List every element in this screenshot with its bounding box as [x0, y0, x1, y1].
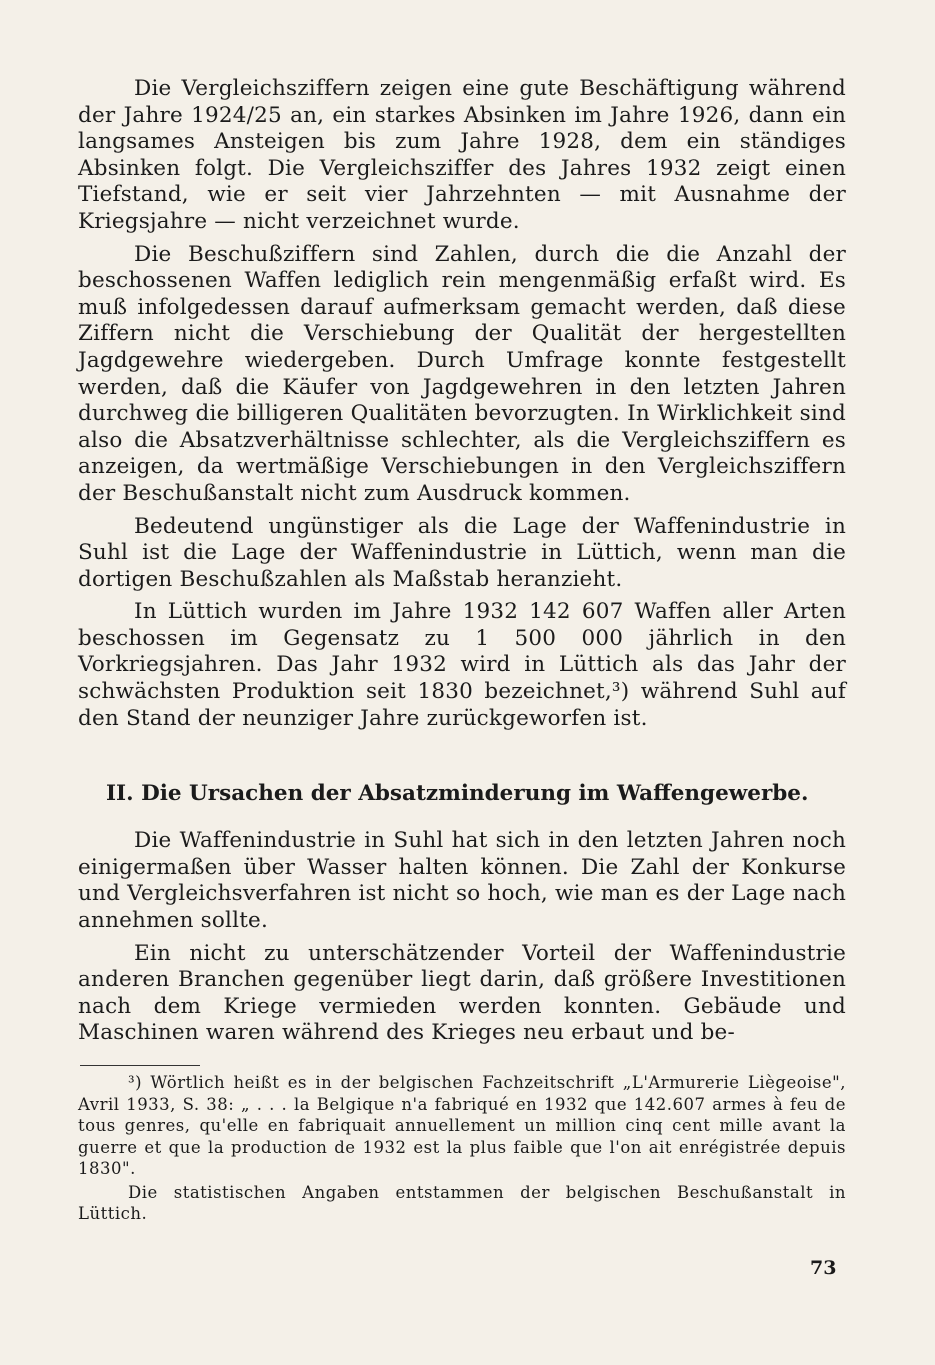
- paragraph-beschussziffern: Die Beschußziffern sind Zahlen, durch die die Anzahl der beschossenen Waffen lediglich rein mengenmäßig erfaßt wird. Es muß infolgedessen darauf aufmerksam gemacht werden, daß diese Ziffern nicht die Verschiebung der Qualität der hergestellten Jagdgewehre wiedergeben. Durch Umfrage konnte festgestellt werden, daß die Käufer von Jagdgewehren in den letzten Jahren durchweg die billigeren Qualitäten bevorzugten. In Wirklichkeit sind also die Absatzverhältnisse schlechter, als die Vergleichsziffern es anzeigen, da wertmäßige Verschiebungen in den Vergleichsziffern der Beschußanstalt nicht zum Ausdruck kommen.: [78, 241, 846, 506]
- paragraph-suhl: Die Waffenindustrie in Suhl hat sich in den letzten Jahren noch einigermaßen über Wasser halten können. Die Zahl der Konkurse und Vergleichsverfahren ist nicht so hoch, wie man es der Lage nach annehmen sollte.: [78, 828, 846, 934]
- footnote-divider: [80, 1065, 200, 1066]
- paragraph-luettich-lage: Bedeutend ungünstiger als die Lage der Waffenindustrie in Suhl ist die Lage der Waffenindustrie in Lüttich, wenn man die dortigen Beschußzahlen als Maßstab heranzieht.: [78, 513, 846, 592]
- section-heading: II. Die Ursachen der Absatzminderung im Waffengewerbe.: [106, 781, 809, 807]
- footnote-3: ³) Wörtlich heißt es in der belgischen Fachzeitschrift „L'Armurerie Liègeoise", Avril 1933, S. 38: „ . . . la Belgique n'a fabriqué en 1932 que 142.607 armes à feu de tous genres, qu'elle en fabriquait annuellement un million cinq cent mille avant la guerre et que la production de 1932 est la plus faible que l'on ait enrégistrée depuis 1830".: [78, 1073, 846, 1178]
- paragraph-vorteil: Ein nicht zu unterschätzender Vorteil der Waffenindustrie anderen Branchen gegenüber liegt darin, daß größere Investitionen nach dem Kriege vermieden werden konnten. Gebäude und Maschinen waren während des Krieges neu erbaut und be-: [78, 940, 846, 1046]
- footnote-source: Die statistischen Angaben entstammen der belgischen Beschußanstalt in Lüttich.: [78, 1182, 846, 1223]
- paragraph-vergleichsziffern: Die Vergleichsziffern zeigen eine gute Beschäftigung während der Jahre 1924/25 an, ein starkes Absinken im Jahre 1926, dann ein langsames Ansteigen bis zum Jahre 1928, dem ein ständiges Absinken folgt. Die Vergleichsziffer des Jahres 1932 zeigt einen Tiefstand, wie er seit vier Jahrzehnten — mit Ausnahme der Kriegsjahre — nicht verzeichnet wurde.: [78, 76, 846, 234]
- page-body: [78, 76, 846, 1225]
- paragraph-luettich-zahlen: In Lüttich wurden im Jahre 1932 142 607 Waffen aller Arten beschossen im Gegensatz zu 1 500 000 jährlich in den Vorkriegsjahren. Das Jahr 1932 wird in Lüttich als das Jahr der schwächsten Produktion seit 1830 bezeichnet,³) während Suhl auf den Stand der neunziger Jahre zurückgeworfen ist.: [78, 599, 846, 731]
- page-number: 73: [810, 1257, 837, 1279]
